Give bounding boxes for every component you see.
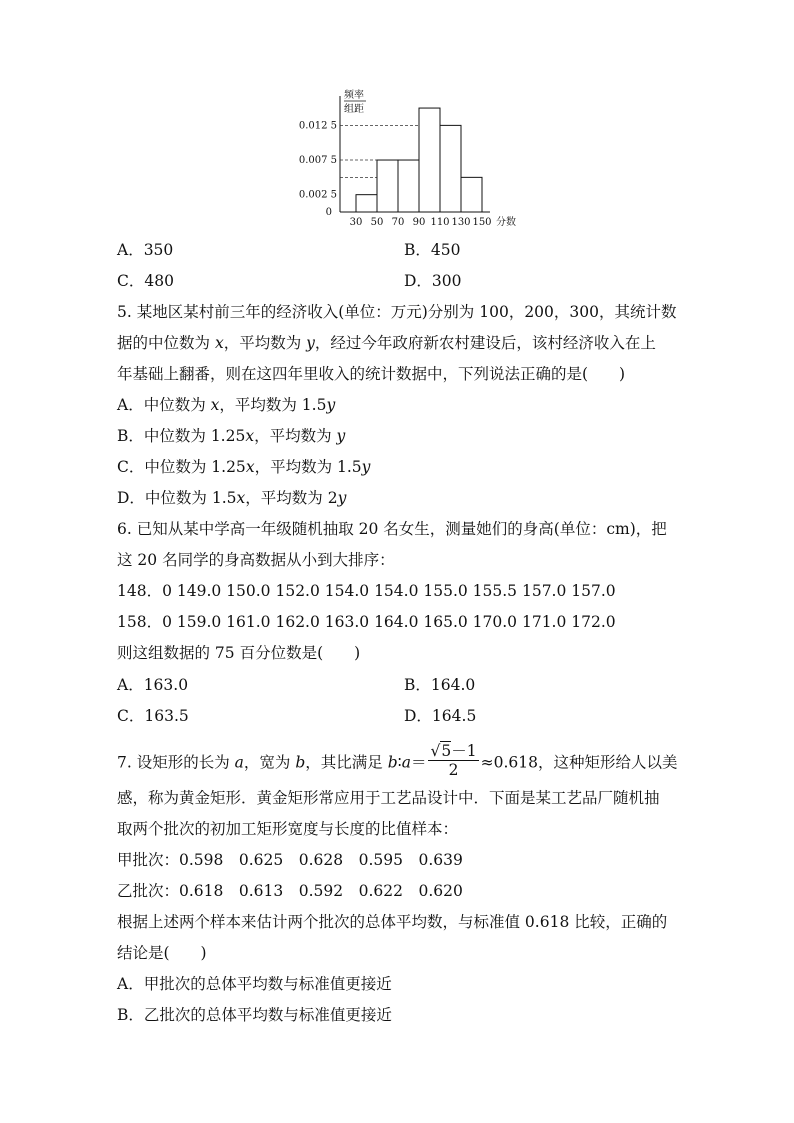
q6-option-a[interactable]: A．163.0: [117, 676, 189, 694]
x-tick-label: 30: [349, 217, 363, 228]
y-tick-label: 0.002 5: [298, 189, 337, 201]
q7-stem-line2: 感，称为黄金矩形．黄金矩形常应用于工艺品设计中．下面是某工艺品厂随机抽: [117, 789, 660, 807]
q5-stem-line3: 年基础上翻番，则在这四年里收入的统计数据中，下列说法正确的是( ): [117, 365, 626, 383]
histogram-bar: [398, 160, 419, 212]
y-tick-label: 0.007 5: [298, 155, 337, 167]
y-axis-label-top: 频率: [344, 90, 364, 101]
q6-stem-line2: 这 20 名同学的身高数据从小到大排序：: [117, 551, 395, 569]
x-tick-label: 70: [391, 217, 405, 228]
y-tick-label: 0.012 5: [298, 120, 337, 132]
x-tick-label: 90: [412, 217, 426, 228]
q5-stem-line2: 据的中位数为 x，平均数为 y，经过今年政府新农村建设后，该村经济收入在上: [117, 334, 656, 352]
q6-stem-line3: 则这组数据的 75 百分位数是( ): [117, 644, 361, 662]
q5-option-b[interactable]: B．中位数为 1.25x，平均数为 y: [117, 427, 346, 445]
histogram-bar: [377, 160, 398, 212]
y-axis-label-bottom: 组距: [344, 104, 364, 115]
q6-stem-line1: 6. 已知从某中学高一年级随机抽取 20 名女生，测量她们的身高(单位：cm)，把: [117, 520, 667, 538]
x-tick-label: 130: [451, 217, 471, 228]
histogram-bar: [356, 195, 377, 212]
q6-option-b[interactable]: B．164.0: [404, 676, 476, 694]
q6-data-row1: 148．0 149.0 150.0 152.0 154.0 154.0 155.0 155.5 157.0 157.0: [117, 582, 616, 600]
q6-option-d[interactable]: D．164.5: [404, 707, 477, 725]
origin-label: 0: [325, 207, 332, 218]
q6-data-row2: 158．0 159.0 161.0 162.0 163.0 164.0 165.0 170.0 171.0 172.0: [117, 613, 616, 631]
q5-option-c[interactable]: C．中位数为 1.25x，平均数为 1.5y: [117, 458, 371, 476]
q6-option-c[interactable]: C．163.5: [117, 707, 189, 725]
golden-ratio-fraction: $\frac{√5-1}{2}$: [430, 742, 477, 779]
q5-option-d[interactable]: D．中位数为 1.5x，平均数为 2y: [117, 489, 347, 507]
q7-option-b[interactable]: B．乙批次的总体平均数与标准值更接近: [117, 1006, 392, 1024]
q4-option-a[interactable]: A．350: [117, 241, 174, 259]
q4-option-d[interactable]: D．300: [404, 272, 462, 290]
q7-stem-line1: 7. 设矩形的长为 a，宽为 b，其比满足 b∶a＝ $\frac{√5-1}{2}$ ≈0.618，这种矩形给人以美: [117, 742, 678, 779]
x-axis-label: 分数: [496, 217, 516, 228]
frequency-histogram: [296, 88, 516, 233]
q7-stem-line5: 结论是( ): [117, 944, 207, 962]
q7-stem-line3: 取两个批次的初加工矩形宽度与长度的比值样本：: [117, 820, 459, 838]
q4-option-c[interactable]: C．480: [117, 272, 174, 290]
q5-stem-line1: 5. 某地区某村前三年的经济收入(单位：万元)分别为 100，200，300，其统计数: [117, 303, 677, 321]
x-tick-label: 50: [370, 217, 384, 228]
q7-sample-a: 甲批次：0.598 0.625 0.628 0.595 0.639: [117, 851, 463, 869]
q5-option-a[interactable]: A．中位数为 x，平均数为 1.5y: [117, 396, 336, 414]
q4-option-b[interactable]: B．450: [404, 241, 461, 259]
q7-option-a[interactable]: A．甲批次的总体平均数与标准值更接近: [117, 975, 392, 993]
histogram-bar: [419, 108, 440, 212]
histogram-bar: [461, 177, 482, 212]
histogram-bar: [440, 125, 461, 212]
x-tick-label: 110: [430, 217, 450, 228]
q7-stem-line4: 根据上述两个样本来估计两个批次的总体平均数，与标准值 0.618 比较，正确的: [117, 913, 668, 931]
x-tick-label: 150: [472, 217, 492, 228]
q7-sample-b: 乙批次：0.618 0.613 0.592 0.622 0.620: [117, 882, 463, 900]
